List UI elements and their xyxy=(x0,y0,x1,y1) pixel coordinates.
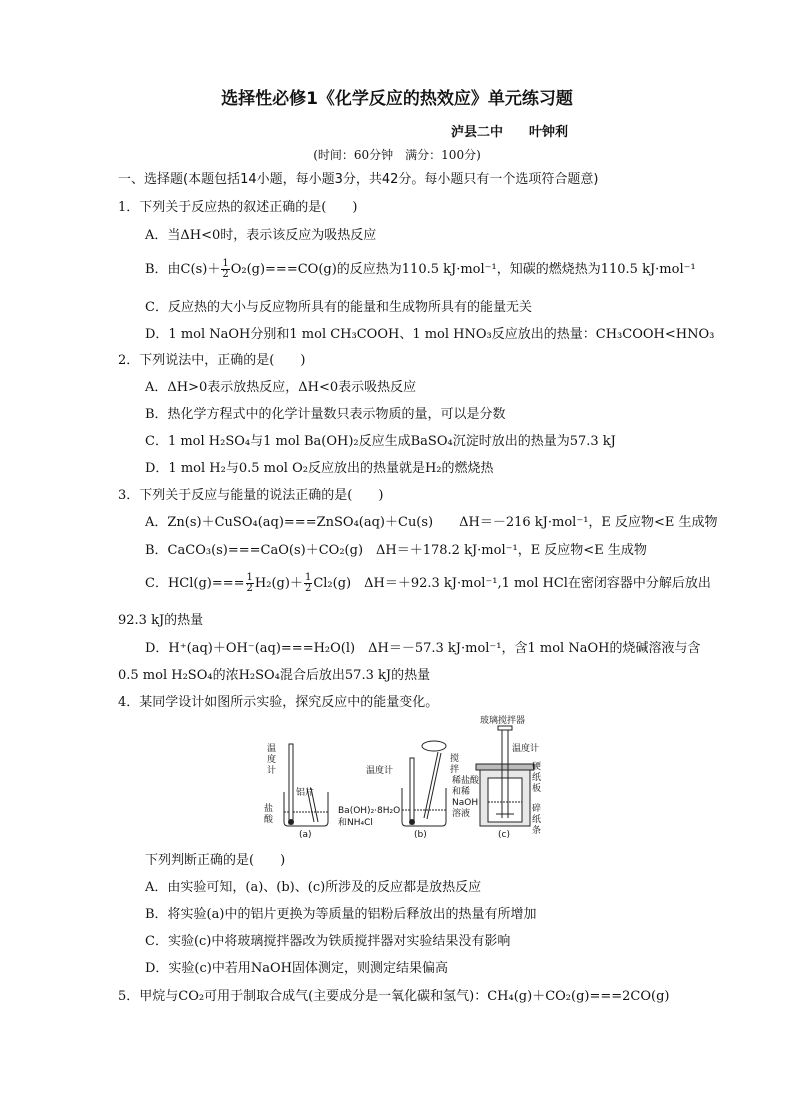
q3-stem: 3．下列关于反应与能量的说法正确的是( ) xyxy=(118,488,384,503)
q1-b-pre: B．由C(s)＋ xyxy=(145,262,221,277)
q4-option-a: A．由实验可知，(a)、(b)、(c)所涉及的反应都是放热反应 xyxy=(145,880,482,895)
q1-option-d: D．1 mol NaOH分别和1 mol CH₃COOH、1 mol HNO₃反应放出的热量：CH₃COOH<HNO₃ xyxy=(145,327,715,342)
fig-c-caption: (c) xyxy=(498,830,510,840)
fig-a-aluminum-label: 铝片 xyxy=(296,788,315,798)
calorimeter-c xyxy=(476,726,534,826)
q2-option-a: A．ΔH>0表示放热反应，ΔH<0表示吸热反应 xyxy=(145,380,417,395)
fig-a-acid-label: 盐酸 xyxy=(264,804,274,825)
exam-meta: (时间：60分钟 满分：100分) xyxy=(313,148,481,162)
beaker-a xyxy=(284,744,328,826)
fig-c-stirrer-label: 玻璃搅拌器 xyxy=(480,716,526,726)
q2-option-d: D．1 mol H₂与0.5 mol O₂反应放出的热量就是H₂的燃烧热 xyxy=(145,461,494,476)
q1-option-c: C．反应热的大小与反应物所具有的能量和生成物所具有的能量无关 xyxy=(145,300,532,315)
apparatus-drawing xyxy=(262,718,542,842)
fig-b-reagent-2: 和NH₄Cl xyxy=(338,818,373,828)
q1-stem: 1．下列关于反应热的叙述正确的是( ) xyxy=(118,200,358,215)
fig-c-thermometer-label: 温度计 xyxy=(512,744,540,754)
page-title: 选择性必修1《化学反应的热效应》单元练习题 xyxy=(221,89,573,109)
q4-stem: 4．某同学设计如图所示实验，探究反应中的能量变化。 xyxy=(118,695,439,710)
fig-b-reagent-1: Ba(OH)₂·8H₂O xyxy=(338,806,401,816)
beaker-b xyxy=(402,741,446,826)
fig-c-board-label: 硬纸板 xyxy=(532,762,542,794)
q3-option-a: A．Zn(s)＋CuSO₄(aq)===ZnSO₄(aq)＋Cu(s) ΔH＝－216 kJ·mol⁻¹，E 反应物<E 生成物 xyxy=(145,515,718,530)
fig-b-thermometer-label: 温度计 xyxy=(366,766,394,776)
q3-option-c-wrap: 92.3 kJ的热量 xyxy=(118,613,204,628)
q1-option-b xyxy=(145,259,696,280)
q4-option-d: D．实验(c)中若用NaOH固体测定，则测定结果偏高 xyxy=(145,961,448,976)
fig-c-paper-label: 碎纸条 xyxy=(532,804,542,836)
q2-stem: 2．下列说法中，正确的是( ) xyxy=(118,353,306,368)
q3-option-c: C．HCl(g)=== $\frac{1}{2}$ H₂(g)＋ $\frac{1}{2}$ Cl₂(g) ΔH＝＋92.3 kJ·mol⁻¹,1 mol HCl在密闭容器中分解后放出 xyxy=(145,572,711,594)
fig-b-stir-label: 搅拌 xyxy=(450,754,460,775)
fig-c-solution-label: 稀盐酸和稀NaOH溶液 xyxy=(452,776,480,819)
q1-option-a: A．当ΔH<0时，表示该反应为吸热反应 xyxy=(145,228,377,243)
author: 泸县二中 叶钟利 xyxy=(451,125,569,140)
q4-option-b: B．将实验(a)中的铝片更换为等质量的铝粉后释放出的热量有所增加 xyxy=(145,907,537,922)
fraction-half: $\frac{1}{2}$ xyxy=(222,258,229,280)
q3-option-b: B．CaCO₃(s)===CaO(s)＋CO₂(g) ΔH＝＋178.2 kJ·mol⁻¹，E 反应物<E 生成物 xyxy=(145,543,647,558)
fig-a-thermometer-label: 温度计 xyxy=(267,744,277,776)
q2-option-b: B．热化学方程式中的化学计量数只表示物质的量，可以是分数 xyxy=(145,407,506,422)
q3-option-d-wrap: 0.5 mol H₂SO₄的浓H₂SO₄混合后放出57.3 kJ的热量 xyxy=(118,668,431,683)
q4-sub-stem: 下列判断正确的是( ) xyxy=(145,853,286,868)
q3-option-d: D．H⁺(aq)＋OH⁻(aq)===H₂O(l) ΔH＝－57.3 kJ·mol⁻¹，含1 mol NaOH的烧碱溶液与含 xyxy=(145,641,701,656)
fig-a-caption: (a) xyxy=(299,830,312,840)
q1-b-post: O₂(g)===CO(g)的反应热为110.5 kJ·mol⁻¹，知碳的燃烧热为110.5 kJ·mol⁻¹ xyxy=(230,262,696,277)
section-heading: 一、选择题(本题包括14小题，每小题3分，共42分。每小题只有一个选项符合题意) xyxy=(118,172,599,187)
q4-option-c: C．实验(c)中将玻璃搅拌器改为铁质搅拌器对实验结果没有影响 xyxy=(145,934,511,949)
q2-option-c: C．1 mol H₂SO₄与1 mol Ba(OH)₂反应生成BaSO₄沉淀时放出的热量为57.3 kJ xyxy=(145,434,616,449)
q5-stem: 5．甲烷与CO₂可用于制取合成气(主要成分是一氧化碳和氢气)：CH₄(g)＋CO₂(g)===2CO(g) xyxy=(118,989,670,1004)
fig-b-caption: (b) xyxy=(414,830,427,840)
experiment-figure xyxy=(262,718,542,842)
